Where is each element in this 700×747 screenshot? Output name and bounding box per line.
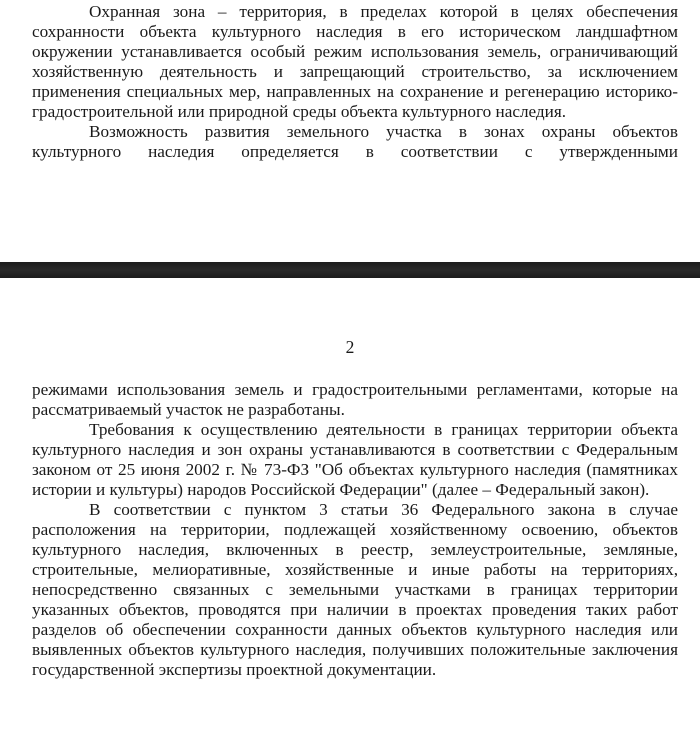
top-page-text xyxy=(32,2,678,162)
paragraph-land-development: Возможность развития земельного участка в зонах охраны объектов культурного наследия определяется в соответствии с утвержденными xyxy=(32,122,678,161)
paragraph-protection-zone: Охранная зона – территория, в пределах которой в целях обеспечения сохранности объекта культурного наследия в его историческом ландшафтном окружении устанавливается особый режим использования земель, ограничивающий хозяйственную деятельность и запрещающий строительство, за исключением применения специальных мер, направленных на сохранение и регенерацию историко-градостроительной или природной среды объекта культурного наследия. xyxy=(32,2,678,121)
paragraph-requirements: Требования к осуществлению деятельности в границах территории объекта культурного наследия и зон охраны устанавливаются в соответствии с Федеральным законом от 25 июня 2002 г. № 73-ФЗ "Об объектах культурного наследия (памятниках истории и культуры) народов Российской Федерации" (далее – Федеральный закон). xyxy=(32,420,678,499)
paragraph-regimes: режимами использования земель и градостроительными регламентами, которые на рассматриваемый участок не разработаны. xyxy=(32,380,678,419)
page-number: 2 xyxy=(345,337,355,357)
paragraph-article-36: В соответствии с пунктом 3 статьи 36 Федерального закона в случае расположения на территории, подлежащей хозяйственному освоению, объектов культурного наследия, включенных в реестр, землеустроительные, земляные, строительные, мелиоративные, хозяйственные и иные работы на территориях, непосредственно связанных с земельными участками в границах территории указанных объектов, проводятся при наличии в проектах проведения таких работ разделов об обеспечении сохранности данных объектов культурного наследия или выявленных объектов культурного наследия, получивших положительные заключения государственной экспертизы проектной документации. xyxy=(32,500,678,679)
page-break-gap xyxy=(0,262,700,278)
bottom-page-text xyxy=(32,380,678,680)
